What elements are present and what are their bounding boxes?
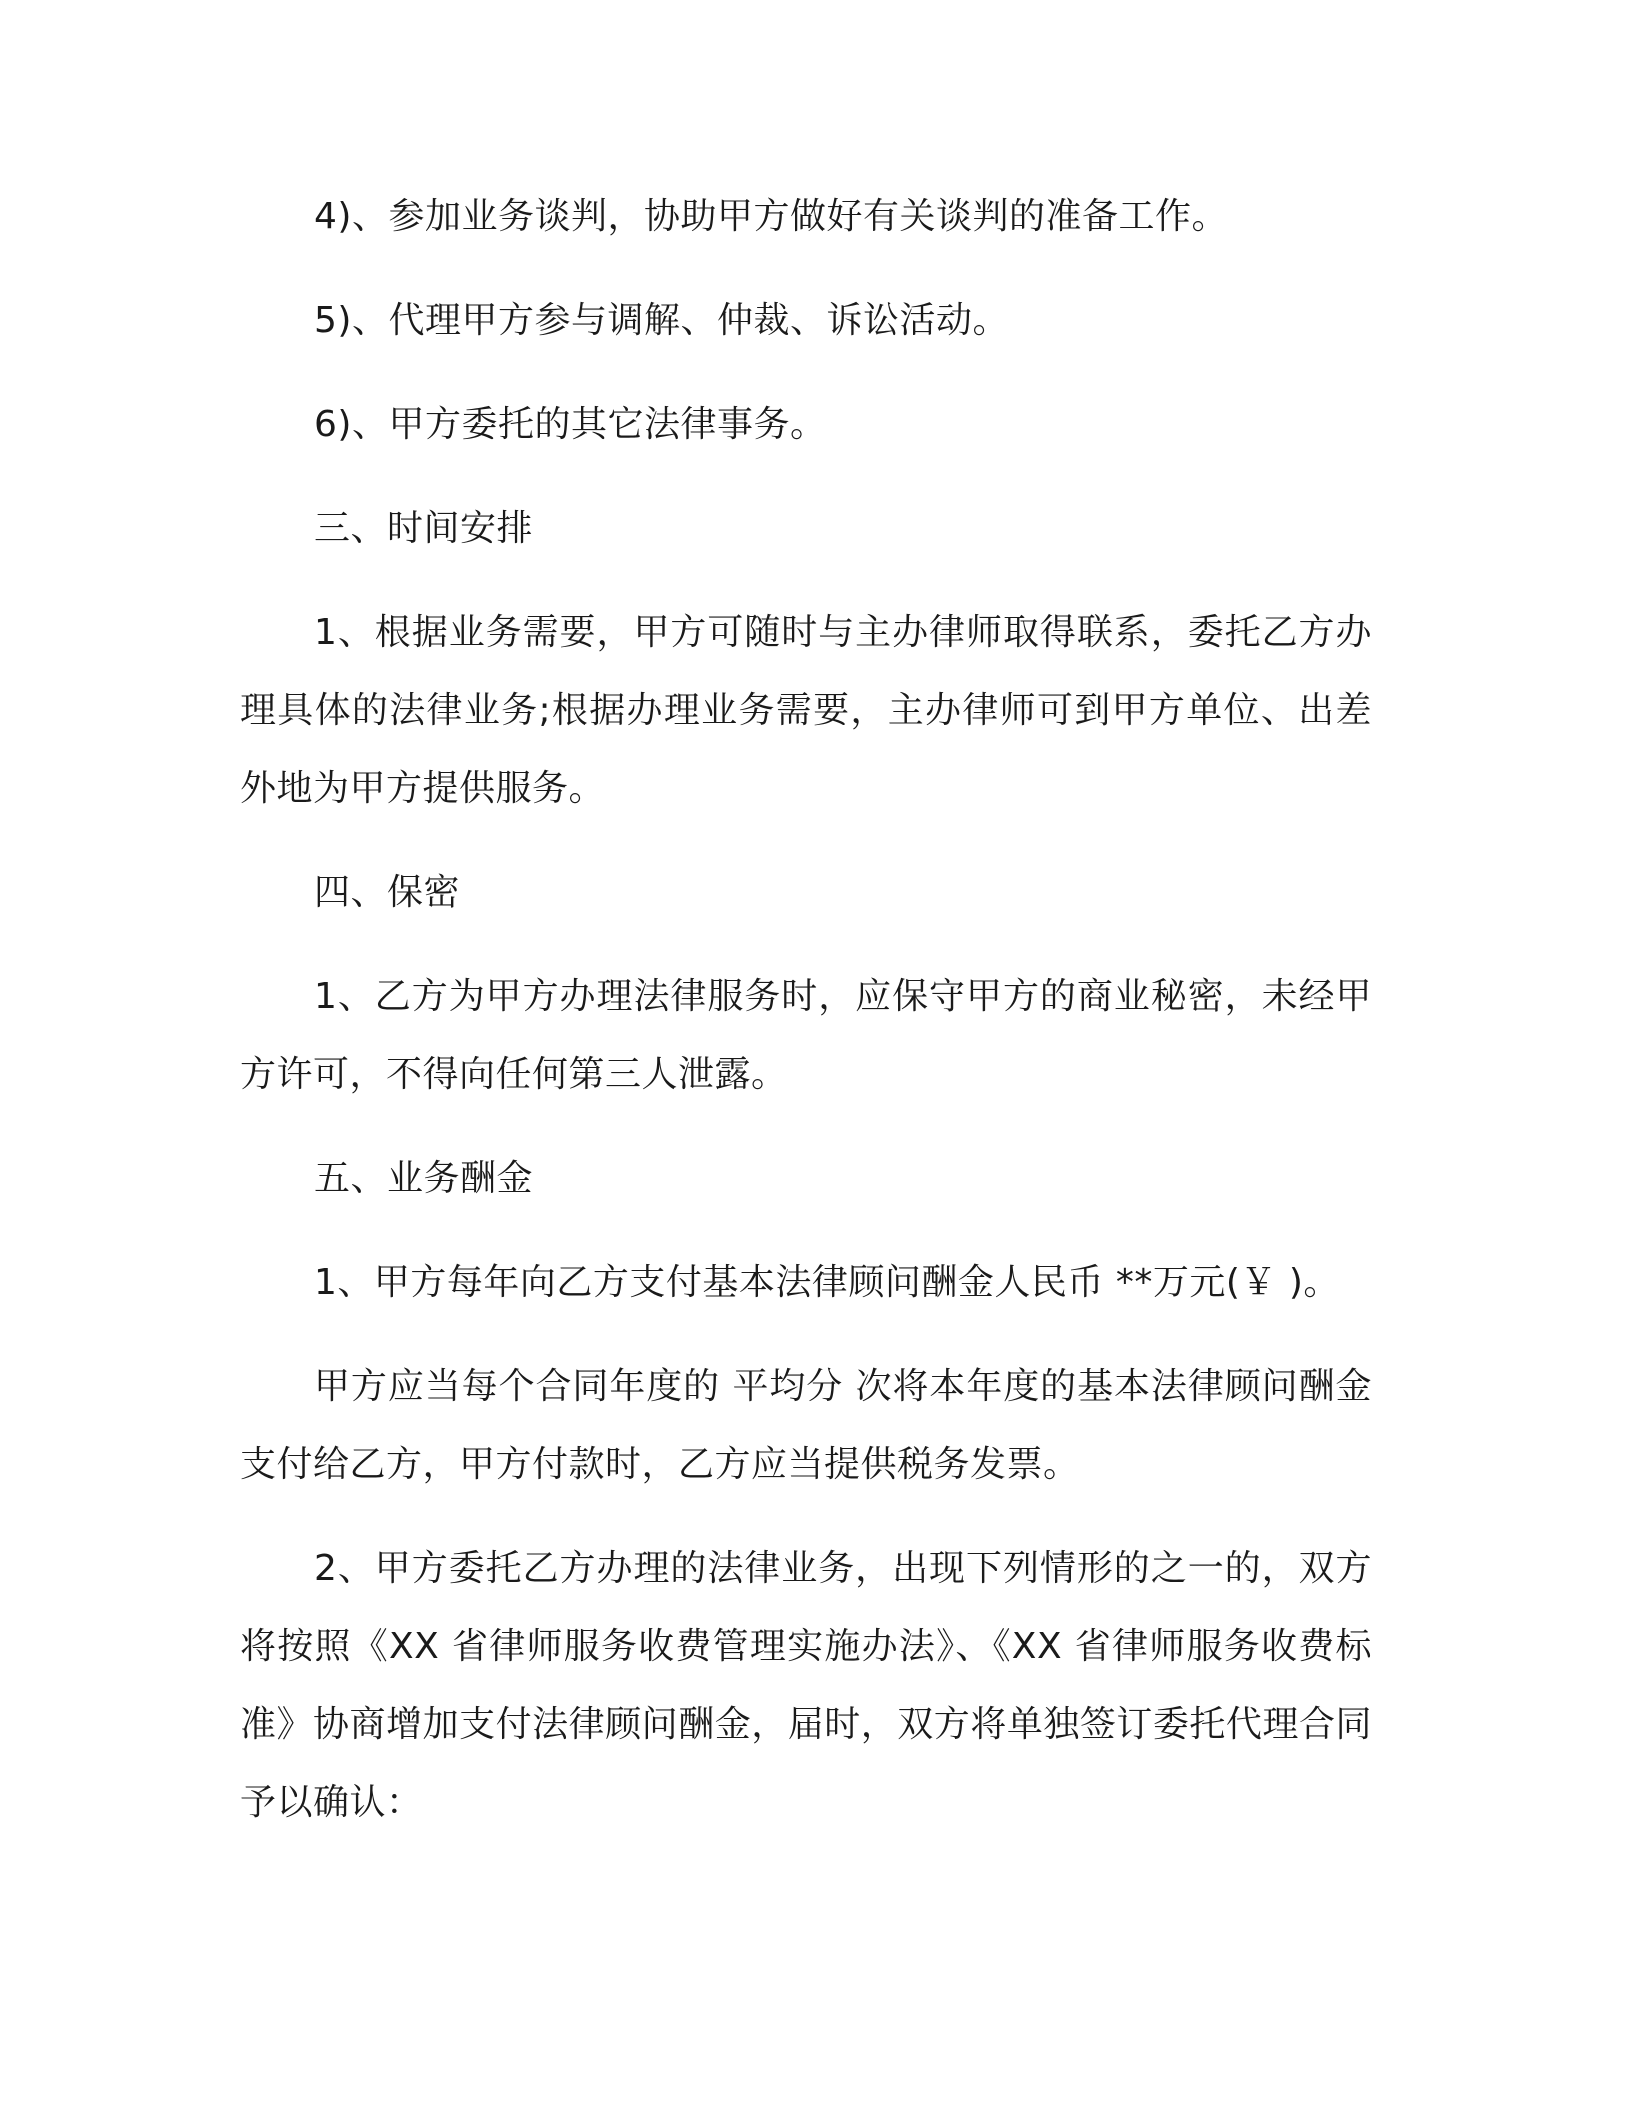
section-heading-confidentiality: 四、保密 — [314, 872, 461, 913]
section-heading-schedule: 三、时间安排 — [314, 508, 534, 549]
list-item-negotiation: 4)、参加业务谈判，协助甲方做好有关谈判的准备工作。 — [314, 196, 1228, 237]
paragraph-remuneration-1: 1、甲方每年向乙方支付基本法律顾问酬金人民币 **万元(￥ )。 — [314, 1262, 1340, 1303]
paragraph-remuneration-payment: 甲方应当每个合同年度的 平均分 次将本年度的基本法律顾问酬金支付给乙方，甲方付款时，乙方应当提供税务发票。 — [240, 1366, 1372, 1485]
section-heading-remuneration: 五、业务酬金 — [314, 1158, 534, 1199]
paragraph-schedule-1: 1、根据业务需要，甲方可随时与主办律师取得联系，委托乙方办理具体的法律业务;根据办理业务需要，主办律师可到甲方单位、出差外地为甲方提供服务。 — [240, 612, 1372, 809]
list-item-mediation: 5)、代理甲方参与调解、仲裁、诉讼活动。 — [314, 300, 1009, 341]
paragraph-confidentiality-1: 1、乙方为甲方办理法律服务时，应保守甲方的商业秘密，未经甲方许可，不得向任何第三人泄露。 — [240, 976, 1372, 1095]
list-item-other-affairs: 6)、甲方委托的其它法律事务。 — [314, 404, 827, 445]
paragraph-remuneration-2: 2、甲方委托乙方办理的法律业务，出现下列情形的之一的，双方将按照《XX 省律师服务收费管理实施办法》、《XX 省律师服务收费标准》协商增加支付法律顾问酬金，届时，双方将单独签订委托代理合同予以确认： — [240, 1548, 1372, 1823]
